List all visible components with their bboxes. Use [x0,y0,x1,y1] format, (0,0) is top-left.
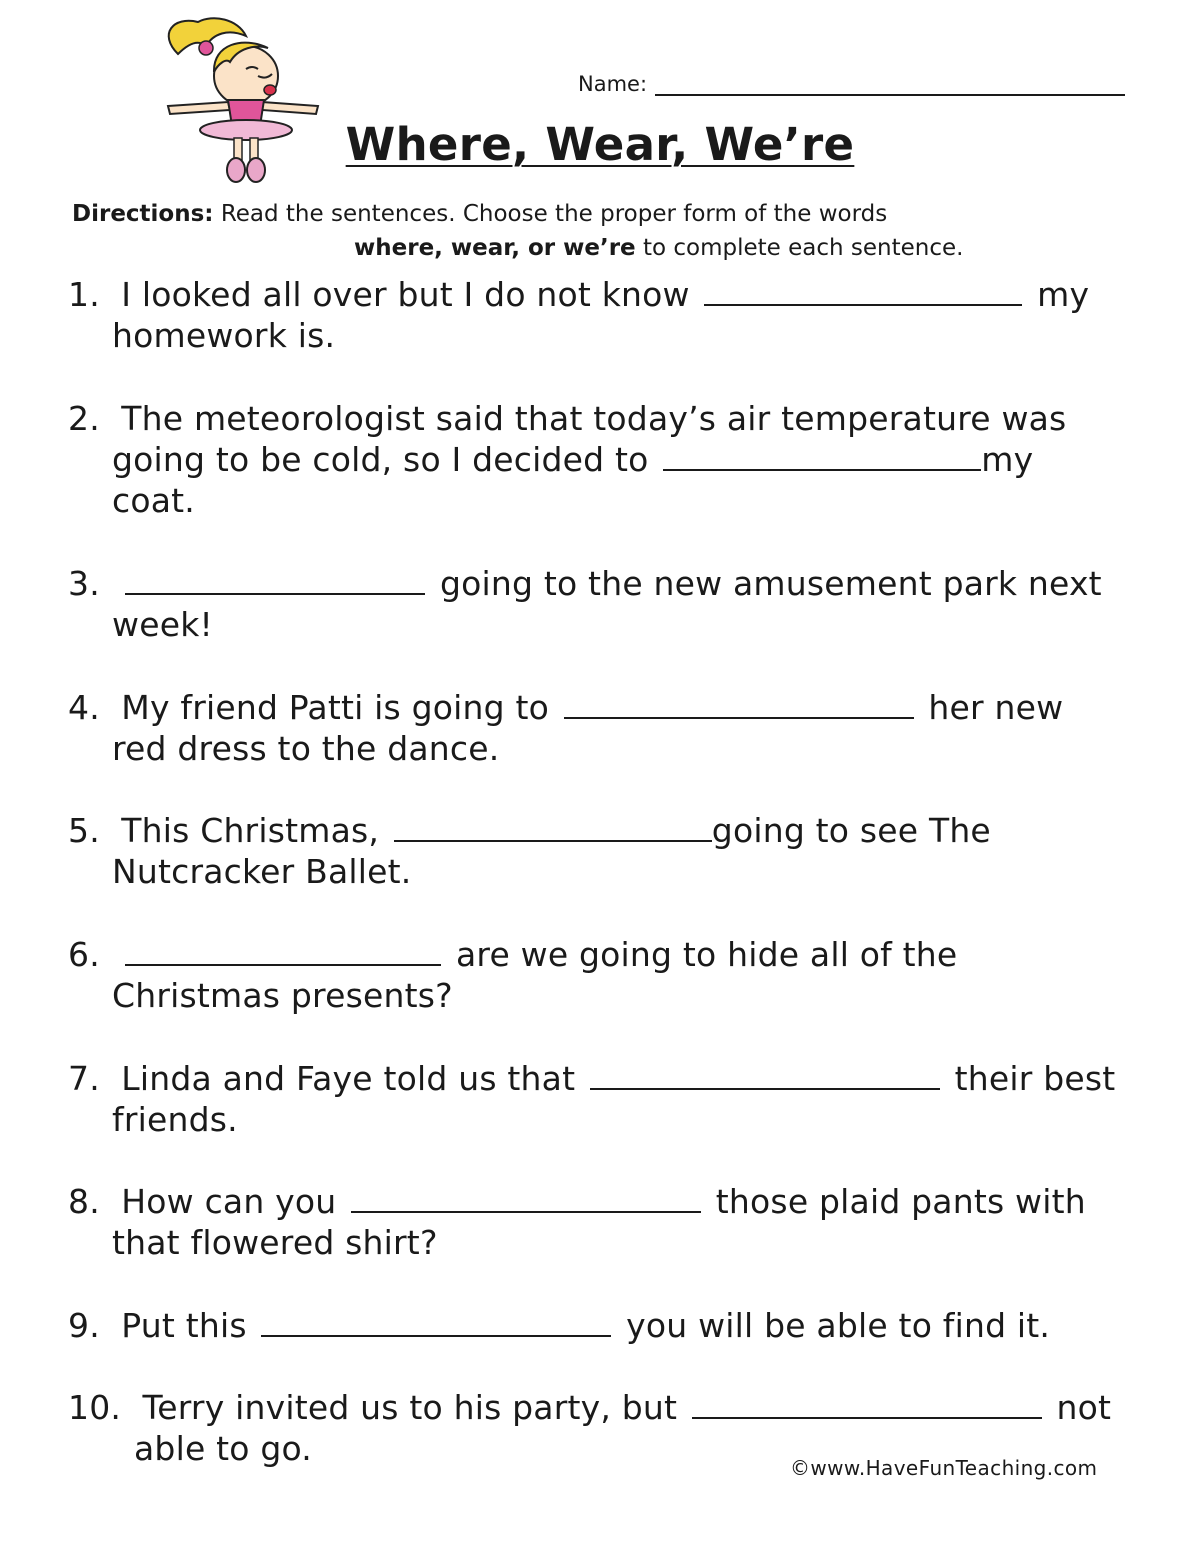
question-9 [68,1305,1148,1346]
question-continuation: Christmas presents? [112,976,453,1015]
question-continuation: able to go. [134,1429,312,1468]
question-text-after: my [1037,275,1090,314]
question-text-before: going to be cold, so I decided to [112,440,649,479]
answer-blank[interactable] [692,1387,1042,1419]
answer-blank[interactable] [125,934,441,966]
name-input-line[interactable] [655,70,1125,96]
question-5 [68,810,1148,892]
question-continuation: Nutcracker Ballet. [112,852,412,891]
question-text-after: you will be able to find it. [626,1306,1051,1345]
question-text-line1: The meteorologist said that today’s air temperature was [121,399,1067,438]
answer-blank[interactable] [394,810,712,842]
question-text-after: not [1056,1388,1112,1427]
directions-text-2: to complete each sentence. [642,235,964,261]
name-label: Name: [578,72,648,96]
question-text-after: my [981,440,1034,479]
answer-blank[interactable] [704,274,1022,306]
question-text-after: are we going to hide all of the [455,935,958,974]
question-number: 8. [68,1182,100,1221]
question-text-after: going to the new amusement park next [439,564,1102,603]
directions [72,197,1132,265]
answer-blank[interactable] [351,1181,701,1213]
answer-blank[interactable] [663,439,981,471]
question-text-after: their best [954,1059,1116,1098]
question-3 [68,563,1148,645]
question-continuation: coat. [112,481,195,520]
copyright-footer: ©www.HaveFunTeaching.com [790,1456,1098,1480]
question-4 [68,687,1148,769]
question-continuation: red dress to the dance. [112,729,500,768]
answer-blank[interactable] [125,563,425,595]
question-number: 5. [68,811,100,850]
question-text-before: How can you [121,1182,337,1221]
question-number: 1. [68,275,100,314]
question-1 [68,274,1148,356]
page-title: Where, Wear, We’re [345,118,855,171]
question-number: 4. [68,688,100,727]
question-number: 6. [68,935,100,974]
question-number: 7. [68,1059,100,1098]
question-number: 9. [68,1306,100,1345]
question-number: 10. [68,1388,122,1427]
question-6 [68,934,1148,1016]
question-number: 2. [68,399,100,438]
question-text-after: her new [928,688,1064,727]
name-field-row [578,70,1125,96]
question-text-before: Terry invited us to his party, but [142,1388,678,1427]
question-continuation: week! [112,605,213,644]
question-7 [68,1058,1148,1140]
question-text-before: I looked all over but I do not know [121,275,690,314]
question-continuation: friends. [112,1100,238,1139]
answer-blank[interactable] [261,1305,611,1337]
question-text-before: Put this [121,1306,247,1345]
question-8 [68,1181,1148,1263]
answer-blank[interactable] [564,687,914,719]
directions-text-1: Read the sentences. Choose the proper form of the words [220,201,888,227]
question-2 [68,398,1148,521]
question-text-after: those plaid pants with [715,1182,1086,1221]
directions-words: where, wear, or we’re [354,235,636,261]
question-text-before: My friend Patti is going to [121,688,549,727]
question-number: 3. [68,564,100,603]
question-text-after: going to see The [711,811,991,850]
answer-blank[interactable] [590,1058,940,1090]
directions-label: Directions: [72,201,214,227]
question-continuation: that flowered shirt? [112,1223,438,1262]
question-text-before: Linda and Faye told us that [121,1059,576,1098]
question-text-before: This Christmas, [121,811,380,850]
question-continuation: homework is. [112,316,336,355]
